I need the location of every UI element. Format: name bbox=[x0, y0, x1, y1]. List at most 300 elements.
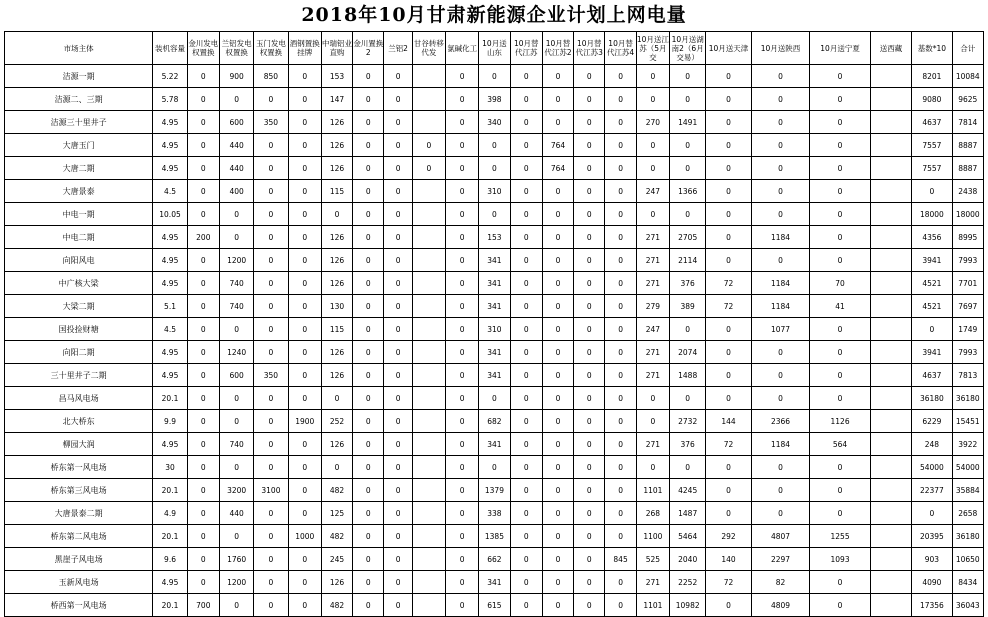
table-cell: 0 bbox=[446, 226, 479, 249]
table-cell bbox=[412, 272, 445, 295]
market-entity-cell: 向阳二期 bbox=[5, 341, 153, 364]
table-cell: 0 bbox=[510, 571, 542, 594]
table-cell: 248 bbox=[912, 433, 952, 456]
table-cell: 0 bbox=[670, 134, 706, 157]
table-cell: 270 bbox=[636, 111, 669, 134]
table-cell: 8995 bbox=[952, 226, 983, 249]
column-header: 10月送陕西 bbox=[751, 32, 810, 65]
table-cell: 0 bbox=[542, 548, 573, 571]
table-cell bbox=[870, 157, 911, 180]
table-cell: 0 bbox=[542, 410, 573, 433]
table-cell: 0 bbox=[187, 88, 219, 111]
table-row bbox=[5, 65, 984, 88]
table-cell: 10084 bbox=[952, 65, 983, 88]
table-cell: 279 bbox=[636, 295, 669, 318]
table-cell: 0 bbox=[384, 318, 412, 341]
table-cell: 2366 bbox=[751, 410, 810, 433]
table-cell: 0 bbox=[288, 548, 321, 571]
table-cell: 0 bbox=[510, 65, 542, 88]
table-cell: 3941 bbox=[912, 249, 952, 272]
table-cell: 0 bbox=[384, 410, 412, 433]
table-row bbox=[5, 318, 984, 341]
table-cell: 0 bbox=[353, 134, 384, 157]
table-cell: 0 bbox=[353, 548, 384, 571]
table-cell: 0 bbox=[706, 318, 751, 341]
column-header: 兰铝发电权置换 bbox=[219, 32, 253, 65]
table-cell: 0 bbox=[288, 272, 321, 295]
table-cell: 0 bbox=[187, 571, 219, 594]
table-cell: 0 bbox=[574, 65, 605, 88]
table-cell: 2252 bbox=[670, 571, 706, 594]
table-cell: 0 bbox=[288, 387, 321, 410]
table-cell bbox=[412, 226, 445, 249]
table-cell: 0 bbox=[810, 157, 871, 180]
table-cell: 0 bbox=[187, 295, 219, 318]
table-cell bbox=[412, 295, 445, 318]
table-cell: 0 bbox=[479, 134, 510, 157]
table-cell: 0 bbox=[810, 249, 871, 272]
table-cell: 0 bbox=[446, 88, 479, 111]
table-cell: 341 bbox=[479, 341, 510, 364]
table-cell: 0 bbox=[446, 272, 479, 295]
table-cell: 7813 bbox=[952, 364, 983, 387]
table-cell: 400 bbox=[219, 180, 253, 203]
table-cell: 564 bbox=[810, 433, 871, 456]
table-cell: 764 bbox=[542, 134, 573, 157]
table-cell: 0 bbox=[751, 203, 810, 226]
table-cell: 9625 bbox=[952, 88, 983, 111]
table-cell: 0 bbox=[542, 226, 573, 249]
table-cell: 30 bbox=[153, 456, 187, 479]
table-cell: 0 bbox=[605, 502, 636, 525]
table-cell: 126 bbox=[321, 157, 352, 180]
table-cell: 0 bbox=[479, 456, 510, 479]
table-cell: 0 bbox=[384, 548, 412, 571]
table-cell: 0 bbox=[254, 410, 288, 433]
table-cell: 0 bbox=[542, 456, 573, 479]
table-cell: 1487 bbox=[670, 502, 706, 525]
table-cell: 0 bbox=[384, 134, 412, 157]
table-cell: 0 bbox=[219, 387, 253, 410]
table-cell: 126 bbox=[321, 272, 352, 295]
table-cell: 338 bbox=[479, 502, 510, 525]
table-cell: 72 bbox=[706, 272, 751, 295]
market-entity-cell: 桥东第一风电场 bbox=[5, 456, 153, 479]
table-cell: 0 bbox=[605, 111, 636, 134]
table-cell: 740 bbox=[219, 295, 253, 318]
table-cell: 0 bbox=[384, 295, 412, 318]
table-cell: 0 bbox=[542, 203, 573, 226]
table-cell bbox=[412, 364, 445, 387]
table-cell: 0 bbox=[254, 525, 288, 548]
table-cell: 126 bbox=[321, 226, 352, 249]
table-cell: 0 bbox=[187, 249, 219, 272]
table-cell: 126 bbox=[321, 364, 352, 387]
table-row bbox=[5, 203, 984, 226]
table-cell: 4.95 bbox=[153, 272, 187, 295]
table-cell: 0 bbox=[353, 226, 384, 249]
table-cell: 0 bbox=[288, 433, 321, 456]
table-cell: 0 bbox=[187, 157, 219, 180]
table-cell: 1000 bbox=[288, 525, 321, 548]
table-cell: 0 bbox=[574, 502, 605, 525]
table-cell: 0 bbox=[187, 456, 219, 479]
table-cell: 0 bbox=[510, 180, 542, 203]
table-cell: 0 bbox=[353, 479, 384, 502]
table-cell: 0 bbox=[446, 157, 479, 180]
table-cell: 0 bbox=[542, 318, 573, 341]
table-row bbox=[5, 341, 984, 364]
table-cell: 35884 bbox=[952, 479, 983, 502]
table-cell: 0 bbox=[751, 65, 810, 88]
table-cell: 0 bbox=[254, 180, 288, 203]
table-cell: 0 bbox=[510, 318, 542, 341]
table-cell: 4521 bbox=[912, 295, 952, 318]
table-cell: 0 bbox=[706, 479, 751, 502]
table-cell: 0 bbox=[219, 226, 253, 249]
table-cell: 0 bbox=[288, 502, 321, 525]
market-entity-cell: 中电二期 bbox=[5, 226, 153, 249]
table-cell: 0 bbox=[542, 88, 573, 111]
table-cell: 2705 bbox=[670, 226, 706, 249]
table-cell: 7993 bbox=[952, 341, 983, 364]
table-cell: 0 bbox=[605, 571, 636, 594]
table-cell: 0 bbox=[605, 180, 636, 203]
table-cell: 72 bbox=[706, 433, 751, 456]
table-cell: 0 bbox=[446, 341, 479, 364]
table-cell: 0 bbox=[384, 180, 412, 203]
table-cell: 0 bbox=[706, 456, 751, 479]
table-cell: 0 bbox=[706, 180, 751, 203]
table-cell: 1184 bbox=[751, 433, 810, 456]
table-cell: 0 bbox=[479, 157, 510, 180]
table-cell: 0 bbox=[254, 571, 288, 594]
market-entity-cell: 柳园大润 bbox=[5, 433, 153, 456]
table-cell: 0 bbox=[706, 157, 751, 180]
table-cell: 0 bbox=[412, 157, 445, 180]
table-cell: 0 bbox=[353, 594, 384, 617]
table-cell: 10650 bbox=[952, 548, 983, 571]
table-cell: 1760 bbox=[219, 548, 253, 571]
table-cell: 0 bbox=[219, 203, 253, 226]
table-cell: 54000 bbox=[952, 456, 983, 479]
table-cell: 0 bbox=[219, 594, 253, 617]
table-cell: 1184 bbox=[751, 272, 810, 295]
table-cell: 0 bbox=[384, 433, 412, 456]
table-cell: 0 bbox=[353, 272, 384, 295]
table-cell: 0 bbox=[510, 479, 542, 502]
table-cell: 0 bbox=[510, 203, 542, 226]
table-cell: 0 bbox=[254, 249, 288, 272]
table-cell bbox=[412, 111, 445, 134]
table-cell: 0 bbox=[353, 571, 384, 594]
table-cell: 740 bbox=[219, 433, 253, 456]
table-cell: 271 bbox=[636, 226, 669, 249]
table-cell: 0 bbox=[605, 479, 636, 502]
table-cell: 0 bbox=[510, 157, 542, 180]
table-cell: 0 bbox=[751, 456, 810, 479]
table-cell: 0 bbox=[751, 88, 810, 111]
table-cell: 0 bbox=[810, 502, 871, 525]
table-cell: 20395 bbox=[912, 525, 952, 548]
header-row bbox=[5, 32, 984, 65]
table-cell: 36180 bbox=[912, 387, 952, 410]
table-cell: 310 bbox=[479, 318, 510, 341]
table-cell: 0 bbox=[810, 456, 871, 479]
table-cell bbox=[870, 594, 911, 617]
table-cell: 0 bbox=[542, 525, 573, 548]
table-cell: 0 bbox=[574, 157, 605, 180]
table-cell: 0 bbox=[254, 134, 288, 157]
table-cell: 4.95 bbox=[153, 571, 187, 594]
table-cell: 389 bbox=[670, 295, 706, 318]
table-cell: 4.95 bbox=[153, 341, 187, 364]
table-cell: 0 bbox=[751, 111, 810, 134]
table-cell: 0 bbox=[542, 433, 573, 456]
table-cell: 0 bbox=[384, 249, 412, 272]
table-cell: 341 bbox=[479, 364, 510, 387]
table-cell: 0 bbox=[510, 433, 542, 456]
table-cell: 0 bbox=[706, 226, 751, 249]
table-cell: 376 bbox=[670, 272, 706, 295]
table-cell: 0 bbox=[353, 502, 384, 525]
market-entity-cell: 大唐玉门 bbox=[5, 134, 153, 157]
table-cell: 54000 bbox=[912, 456, 952, 479]
table-cell: 271 bbox=[636, 433, 669, 456]
table-cell: 4356 bbox=[912, 226, 952, 249]
table-cell bbox=[870, 65, 911, 88]
table-cell: 4.95 bbox=[153, 433, 187, 456]
table-cell: 4090 bbox=[912, 571, 952, 594]
table-cell: 0 bbox=[542, 111, 573, 134]
market-entity-cell: 中广核大梁 bbox=[5, 272, 153, 295]
table-cell: 0 bbox=[321, 203, 352, 226]
table-cell: 850 bbox=[254, 65, 288, 88]
table-cell: 153 bbox=[479, 226, 510, 249]
table-cell: 1101 bbox=[636, 594, 669, 617]
table-cell: 72 bbox=[706, 295, 751, 318]
column-header: 10月送宁夏 bbox=[810, 32, 871, 65]
table-cell: 0 bbox=[353, 295, 384, 318]
table-cell: 0 bbox=[912, 318, 952, 341]
table-cell: 0 bbox=[219, 318, 253, 341]
table-cell: 903 bbox=[912, 548, 952, 571]
table-cell: 3200 bbox=[219, 479, 253, 502]
table-cell bbox=[412, 479, 445, 502]
column-header: 装机容量 bbox=[153, 32, 187, 65]
table-cell: 292 bbox=[706, 525, 751, 548]
table-cell: 341 bbox=[479, 272, 510, 295]
table-cell: 1200 bbox=[219, 571, 253, 594]
table-cell: 0 bbox=[542, 594, 573, 617]
table-cell: 1200 bbox=[219, 249, 253, 272]
table-cell: 0 bbox=[706, 65, 751, 88]
table-cell: 7557 bbox=[912, 157, 952, 180]
market-entity-cell: 大梁二期 bbox=[5, 295, 153, 318]
table-cell: 440 bbox=[219, 157, 253, 180]
table-cell: 0 bbox=[706, 594, 751, 617]
table-cell bbox=[412, 249, 445, 272]
column-header: 10月送湖南2（6月交易） bbox=[670, 32, 706, 65]
table-cell: 0 bbox=[353, 65, 384, 88]
table-cell: 0 bbox=[810, 341, 871, 364]
table-cell: 144 bbox=[706, 410, 751, 433]
table-cell: 1488 bbox=[670, 364, 706, 387]
table-cell bbox=[870, 502, 911, 525]
table-cell: 0 bbox=[605, 594, 636, 617]
table-cell: 0 bbox=[605, 318, 636, 341]
table-cell: 0 bbox=[510, 594, 542, 617]
table-cell: 36180 bbox=[952, 387, 983, 410]
table-cell: 0 bbox=[187, 525, 219, 548]
table-body bbox=[5, 65, 984, 617]
table-cell: 0 bbox=[384, 88, 412, 111]
table-cell: 0 bbox=[187, 180, 219, 203]
table-cell: 10.05 bbox=[153, 203, 187, 226]
table-cell bbox=[870, 226, 911, 249]
market-entity-cell: 桥东第二风电场 bbox=[5, 525, 153, 548]
table-cell: 0 bbox=[187, 134, 219, 157]
table-cell: 310 bbox=[479, 180, 510, 203]
table-cell: 247 bbox=[636, 318, 669, 341]
table-cell: 0 bbox=[254, 387, 288, 410]
table-cell: 0 bbox=[810, 318, 871, 341]
table-cell: 341 bbox=[479, 249, 510, 272]
column-header: 基数*10 bbox=[912, 32, 952, 65]
table-cell: 350 bbox=[254, 111, 288, 134]
table-cell: 271 bbox=[636, 249, 669, 272]
table-cell: 0 bbox=[446, 364, 479, 387]
table-cell: 341 bbox=[479, 295, 510, 318]
table-cell: 0 bbox=[446, 65, 479, 88]
table-cell: 0 bbox=[605, 456, 636, 479]
table-cell: 0 bbox=[810, 111, 871, 134]
table-row bbox=[5, 479, 984, 502]
table-cell: 0 bbox=[542, 364, 573, 387]
table-cell: 115 bbox=[321, 180, 352, 203]
column-header: 10月送山东 bbox=[479, 32, 510, 65]
column-header: 氯碱化工 bbox=[446, 32, 479, 65]
column-header: 酒钢置换挂牌 bbox=[288, 32, 321, 65]
table-cell: 0 bbox=[219, 88, 253, 111]
column-header: 市场主体 bbox=[5, 32, 153, 65]
table-cell: 0 bbox=[670, 65, 706, 88]
table-cell: 525 bbox=[636, 548, 669, 571]
table-cell: 8887 bbox=[952, 157, 983, 180]
table-row bbox=[5, 387, 984, 410]
table-cell: 1366 bbox=[670, 180, 706, 203]
table-cell: 18000 bbox=[952, 203, 983, 226]
table-cell: 130 bbox=[321, 295, 352, 318]
table-cell: 3100 bbox=[254, 479, 288, 502]
table-cell: 15451 bbox=[952, 410, 983, 433]
table-cell: 0 bbox=[706, 387, 751, 410]
table-cell: 0 bbox=[288, 295, 321, 318]
table-cell bbox=[870, 433, 911, 456]
table-cell: 0 bbox=[187, 272, 219, 295]
table-cell: 0 bbox=[751, 341, 810, 364]
table-cell: 0 bbox=[810, 479, 871, 502]
table-cell: 0 bbox=[510, 410, 542, 433]
table-cell: 20.1 bbox=[153, 387, 187, 410]
table-cell: 0 bbox=[288, 364, 321, 387]
table-row bbox=[5, 410, 984, 433]
table-cell: 5.78 bbox=[153, 88, 187, 111]
table-cell bbox=[870, 88, 911, 111]
table-cell: 0 bbox=[384, 226, 412, 249]
table-cell: 0 bbox=[636, 387, 669, 410]
table-cell: 0 bbox=[446, 502, 479, 525]
table-row bbox=[5, 456, 984, 479]
table-cell: 0 bbox=[384, 203, 412, 226]
column-header: 金川发电权置换 bbox=[187, 32, 219, 65]
table-cell: 271 bbox=[636, 364, 669, 387]
table-cell: 0 bbox=[446, 571, 479, 594]
table-cell: 0 bbox=[574, 249, 605, 272]
table-cell: 0 bbox=[605, 134, 636, 157]
table-cell: 126 bbox=[321, 433, 352, 456]
table-cell: 0 bbox=[605, 364, 636, 387]
table-cell: 0 bbox=[574, 571, 605, 594]
table-cell: 0 bbox=[810, 364, 871, 387]
table-cell: 0 bbox=[510, 548, 542, 571]
table-cell: 2732 bbox=[670, 410, 706, 433]
table-cell: 0 bbox=[288, 594, 321, 617]
table-cell: 3941 bbox=[912, 341, 952, 364]
table-cell: 0 bbox=[288, 456, 321, 479]
table-cell: 0 bbox=[636, 157, 669, 180]
table-cell: 398 bbox=[479, 88, 510, 111]
table-cell: 0 bbox=[384, 272, 412, 295]
column-header: 10月替代江苏3 bbox=[574, 32, 605, 65]
table-cell: 0 bbox=[288, 479, 321, 502]
table-cell: 0 bbox=[510, 456, 542, 479]
table-cell: 0 bbox=[605, 226, 636, 249]
table-cell: 0 bbox=[384, 525, 412, 548]
table-cell bbox=[870, 571, 911, 594]
table-cell: 271 bbox=[636, 272, 669, 295]
market-entity-cell: 大唐景泰二期 bbox=[5, 502, 153, 525]
table-cell: 0 bbox=[412, 134, 445, 157]
table-cell: 0 bbox=[510, 88, 542, 111]
table-cell: 0 bbox=[510, 272, 542, 295]
table-cell bbox=[412, 387, 445, 410]
table-cell: 0 bbox=[254, 226, 288, 249]
table-cell: 0 bbox=[605, 433, 636, 456]
table-cell: 662 bbox=[479, 548, 510, 571]
table-cell: 0 bbox=[254, 157, 288, 180]
table-cell: 0 bbox=[254, 594, 288, 617]
table-row bbox=[5, 295, 984, 318]
table-cell bbox=[412, 203, 445, 226]
table-cell: 4.95 bbox=[153, 134, 187, 157]
table-cell: 10982 bbox=[670, 594, 706, 617]
table-cell: 0 bbox=[353, 249, 384, 272]
table-cell bbox=[412, 525, 445, 548]
table-cell: 0 bbox=[384, 571, 412, 594]
table-cell: 340 bbox=[479, 111, 510, 134]
table-cell: 4637 bbox=[912, 111, 952, 134]
table-cell: 0 bbox=[510, 249, 542, 272]
table-cell: 0 bbox=[542, 479, 573, 502]
table-cell bbox=[870, 410, 911, 433]
column-header: 10月替代江苏 bbox=[510, 32, 542, 65]
table-cell: 0 bbox=[288, 180, 321, 203]
table-cell: 0 bbox=[574, 295, 605, 318]
table-cell: 0 bbox=[810, 571, 871, 594]
table-cell bbox=[412, 548, 445, 571]
table-cell bbox=[870, 134, 911, 157]
